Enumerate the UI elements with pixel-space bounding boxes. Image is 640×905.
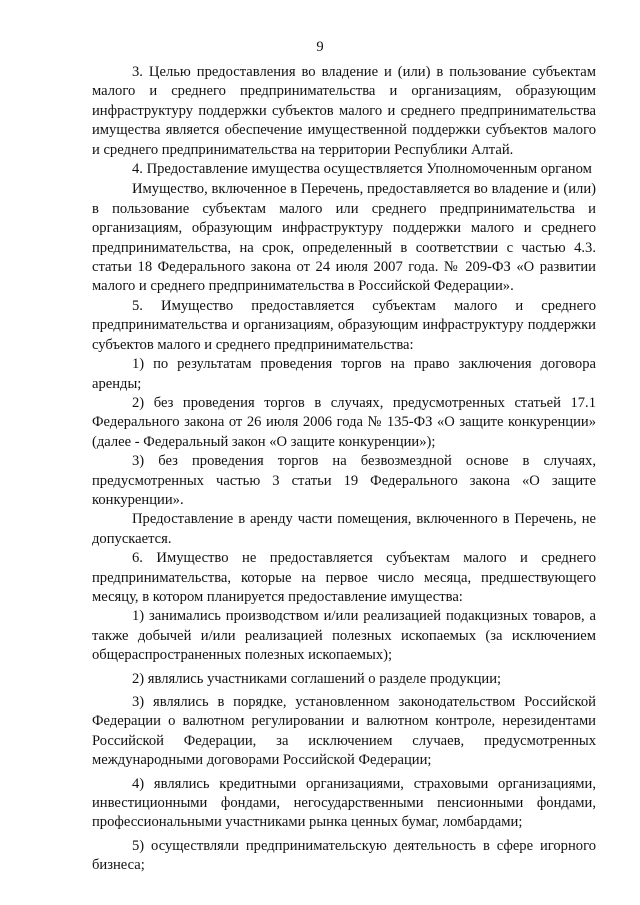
paragraph: 5. Имущество предоставляется субъектам малого и среднего предпринимательства и организациям, образующим инфраструктуру поддержки субъектов малого и среднего предпринимательства: (92, 297, 596, 353)
paragraph: 3. Целью предоставления во владение и (или) в пользование субъектам малого и среднего предпринимательства и организациям, образующим инфраструктуру поддержки субъектов малого и среднего предпринимательства имущества является обеспечение имущественной поддержки субъектов малого и среднего предпринимательства на территории Республики Алтай. (92, 64, 596, 158)
paragraph: 2) без проведения торгов в случаях, предусмотренных статьей 17.1 Федерального закона от 26 июля 2006 года № 135-ФЗ «О защите конкуренции» (далее - Федеральный закон «О защите конкуренции»); (92, 394, 596, 450)
paragraph: 5) осуществляли предпринимательскую деятельность в сфере игорного бизнеса; (92, 837, 596, 874)
paragraph: Имущество, включенное в Перечень, предоставляется во владение и (или) в пользование субъектам малого или среднего предпринимательства и организациям, образующим инфраструктуру поддержки малого и среднего предпринимательства, на срок, определенный в соответствии с частью 4.3. статьи 18 Федерального закона от 24 июля 2007 года. № 209-ФЗ «О развитии малого и среднего предпринимательства в Российской Федерации». (92, 181, 596, 295)
paragraph: Предоставление в аренду части помещения, включенного в Перечень, не допускается. (92, 511, 596, 547)
paragraph: 6. Имущество не предоставляется субъектам малого и среднего предпринимательства, которые на первое число месяца, предшествующего месяцу, в котором планируется предоставление имущества: (92, 550, 596, 605)
paragraph: 4. Предоставление имущества осуществляется Уполномоченным органом (132, 161, 592, 178)
paragraph: 1) занимались производством и/или реализацией подакцизных товаров, а также добычей и/или реализацией полезных ископаемых (за исключением общераспространенных полезных ископаемых); (92, 608, 596, 664)
paragraph: 3) без проведения торгов на безвозмездной основе в случаях, предусмотренных частью 3 статьи 19 Федерального закона «О защите конкуренции». (92, 453, 596, 508)
document-body (92, 63, 596, 876)
paragraph: 3) являлись в порядке, установленном законодательством Российской Федерации о валютном регулировании и валютном контроле, нерезидентами Российской Федерации, за исключением случаев, предусмотренных международными договорами Российской Федерации; (92, 694, 596, 769)
paragraph: 4) являлись кредитными организациями, страховыми организациями, инвестиционными фондами, негосударственными пенсионными фондами, профессиональными участниками рынка ценных бумаг, ломбардами; (92, 775, 596, 831)
paragraph: 1) по результатам проведения торгов на право заключения договора аренды; (92, 356, 596, 392)
paragraph: 2) являлись участниками соглашений о разделе продукции; (132, 670, 502, 687)
page-number: 9 (316, 39, 324, 55)
